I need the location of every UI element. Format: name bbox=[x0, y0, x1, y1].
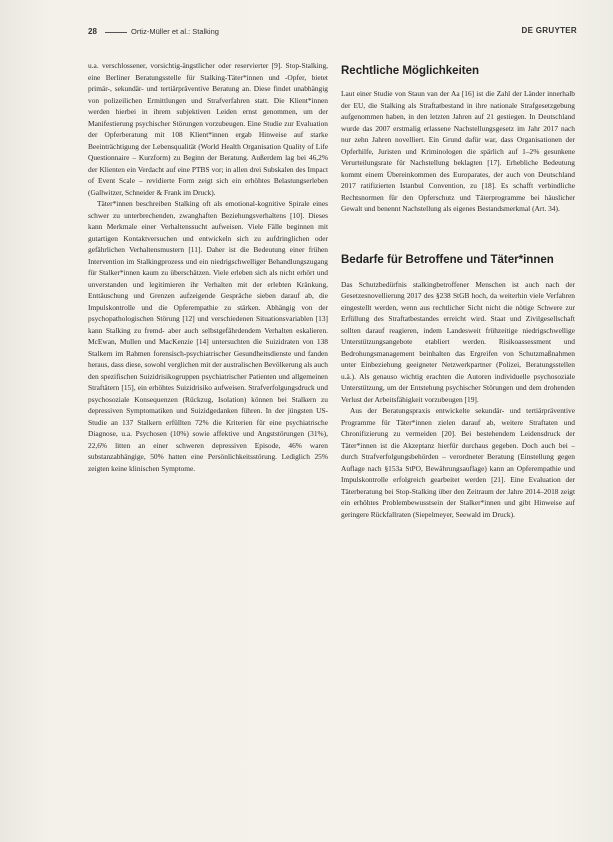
section-heading-needs: Bedarfe für Betroffene und Täter*innen bbox=[341, 253, 554, 266]
publisher-logo: DE GRUYTER bbox=[521, 26, 577, 35]
section-heading-legal: Rechtliche Möglichkeiten bbox=[341, 65, 480, 77]
right-column bbox=[341, 60, 575, 520]
running-header bbox=[88, 26, 577, 40]
left-column bbox=[88, 60, 328, 474]
page-number: 28 bbox=[88, 27, 97, 36]
running-title: Ortiz-Müller et al.: Stalking bbox=[131, 27, 219, 36]
header-rule bbox=[105, 32, 127, 33]
body-paragraph: Laut einer Studie von Staun van der Aa [16] ist die Zahl der Länder innerhalb der EU, die Stalking als Straftatbestand in ihre nationale Strafgesetzgebung aufgenommen haben, in den letzten Jahren auf 21 gestiegen. In Deutschland wurde das 2007 erstmalig erlassene Nachstellungsgesetz im Jahr 2017 nach nur zehn Jahren novelliert. Ein Grund dafür war, dass Organisationen der Opferhilfe, Juristen und Kriminologen die spärlich auf 1–2% gesunkene Verurteilungsrate für Nachstellung beklagten [17]. Erhebliche Bedeutung kommt einem Übereinkommen des Europarates, der auch von Deutschland 2017 ratifizierten Istanbul Convention, zu [18]. Es schafft verbindliche Rechtsnormen für den Opferschutz und Täterprogramme bei häuslicher Gewalt und benennt Nachstellung als eigenes Bestandsmerkmal (Art. 34). bbox=[341, 89, 575, 213]
body-paragraph: Aus der Beratungspraxis entwickelte sekundär- und tertiärpräventive Programme für Täter*innen zielen darauf ab, weitere Straftaten und Chronifizierung zu vermeiden [20]. Bei bestehendem Leidensdruck der Täter*innen ist die Akzeptanz hierfür durchaus gegeben. Doch auch bei – durch Strafverfolgungsbehörden – verordneter Beratung (Einstellung gegen Auflage nach §153a StPO, Bewährungsauflage) kann an Opferempathie und Impulskontrolle erfolgreich gearbeitet werden [21]. Eine Evaluation der Täterberatung bei Stop-Stalking über den Zeitraum der Jahre 2014–2018 zeigt ein erhöhtes Problembewusstsein der Stalker*innen und gibt Hinweise auf geringere Rückfallraten (Siepelmeyer, Seewald im Druck). bbox=[341, 406, 575, 519]
body-paragraph: Täter*innen beschreiben Stalking oft als emotional-kognitive Spirale eines schwer zu unterbrechenden, zwanghaften Beziehungsverhaltens [10]. Dieses kann Merkmale einer Verhaltenssucht aufweisen. Viele Fälle beginnen mit gutartigen Kontaktversuchen und entwickeln sich zu aufdringlichen oder gefährlichen Verhaltensmustern [11]. Daher ist die Bedeutung einer frühen Intervention im Stalkingprozess und ein niedrigschwelliger Behandlungszugang für Stalker*innen kaum zu überschätzen. Viele erleben sich als nicht erhört und unverstanden und legitimieren ihr Verhalten mit der erlebten Kränkung, Enttäuschung und Grenzen aufzeigende Gespräche sieben darauf ab, die Impulskontrolle und die Opferempathie zu stärken. Abhängig von der psychopathologischen Störung [12] und verschiedenen Situationsvariablen [13] kann Stalking zu fremd- aber auch selbstgefährdendem Verhalten eskalieren. McEwan, Mullen und MacKenzie [14] untersuchten die Suizidraten von 138 Stalkern im Rahmen forensisch-psychiatrischer Gesundheitsdienste und fanden heraus, dass diese, sowohl verglichen mit der australischen Bevölkerung als auch den spezifischen Suizidrisikogruppen psychiatrischer Patienten und allgemeinen Straftätern [15], ein erhöhtes Suizidrisiko aufweisen. Strafverfolgungsdruck und psychosoziale Konsequenzen (Rückzug, Isolation) können bei Stalkern zu depressiven Symptomatiken und Suizidgedanken führen. In der jüngsten US-Studie an 137 Stalkern erfüllten 72% die Kriterien für eine psychiatrische Diagnose, u.a. Psychosen (10%) sowie affektive und Angststörungen (31%), 22,6% litten an einer schweren depressiven Episode, 46% waren substanzabhängige, 50% hatten eine Persönlichkeitsstörung. Lediglich 25% zeigten keine klinischen Symptome. bbox=[88, 199, 328, 473]
body-paragraph: u.a. verschlossener, vorsichtig-ängstlicher oder reservierter [9]. Stop-Stalking, eine Berliner Beratungsstelle für Stalking-Täter*innen und -Opfer, bietet primär-, sekundär- und tertiärpräventive Beratung an. Diese findet unabhängig von polizeilichen Ermittlungen und Strafverfahren statt. Die Klient*innen werden hierbei in ihrem subjektiven Leiden ernst genommen, um der Manifestierung psychischer Störungen vorzubeugen. Eine Studie zur Evaluation der Opferberatung mit 108 Klient*innen ergab Hinweise auf starke Beeinträchtigung der Lebensqualität (World Health Organisation Quality of Life Questionnaire – Kurzform) zu Beginn der Beratung. Außerdem lag bei 46,2% der Klienten ein Verdacht auf eine PTBS vor; in allen drei Subskalen des Impact of Event Scale – revidierte Form zeigt sich ein erhöhtes Belastungserleben (Gallwitzer, Schneider & Frank im Druck). bbox=[88, 61, 328, 197]
body-paragraph: Das Schutzbedürfnis stalkingbetroffener Menschen ist auch nach der Gesetzesnovellierung 2017 des §238 StGB hoch, da weiterhin viele Verfahren eingestellt werden, wenn aus rechtlicher Sicht nicht die nötige Schwere zur Erfüllung des Straftatbestandes erreicht wird. Staat und Zivilgesellschaft sollten darauf reagieren, indem Landesweit frühzeitige niedrigschwellige Unterstützungsangebote etabliert werden. Risikoassessment und Bedrohungsmanagement beinhalten das Ergreifen von Schutzmaßnahmen unter Einbeziehung geeigneter Netzwerkpartner (Polizei, Beratungsstellen u.ä.). Als genauso wichtig erachten die Autoren individuelle psychosoziale Unterstützung, um der Entstehung psychischer Störungen und dem drohenden Verlust der Arbeitsfähigkeit vorzubeugen [19]. bbox=[341, 279, 575, 404]
